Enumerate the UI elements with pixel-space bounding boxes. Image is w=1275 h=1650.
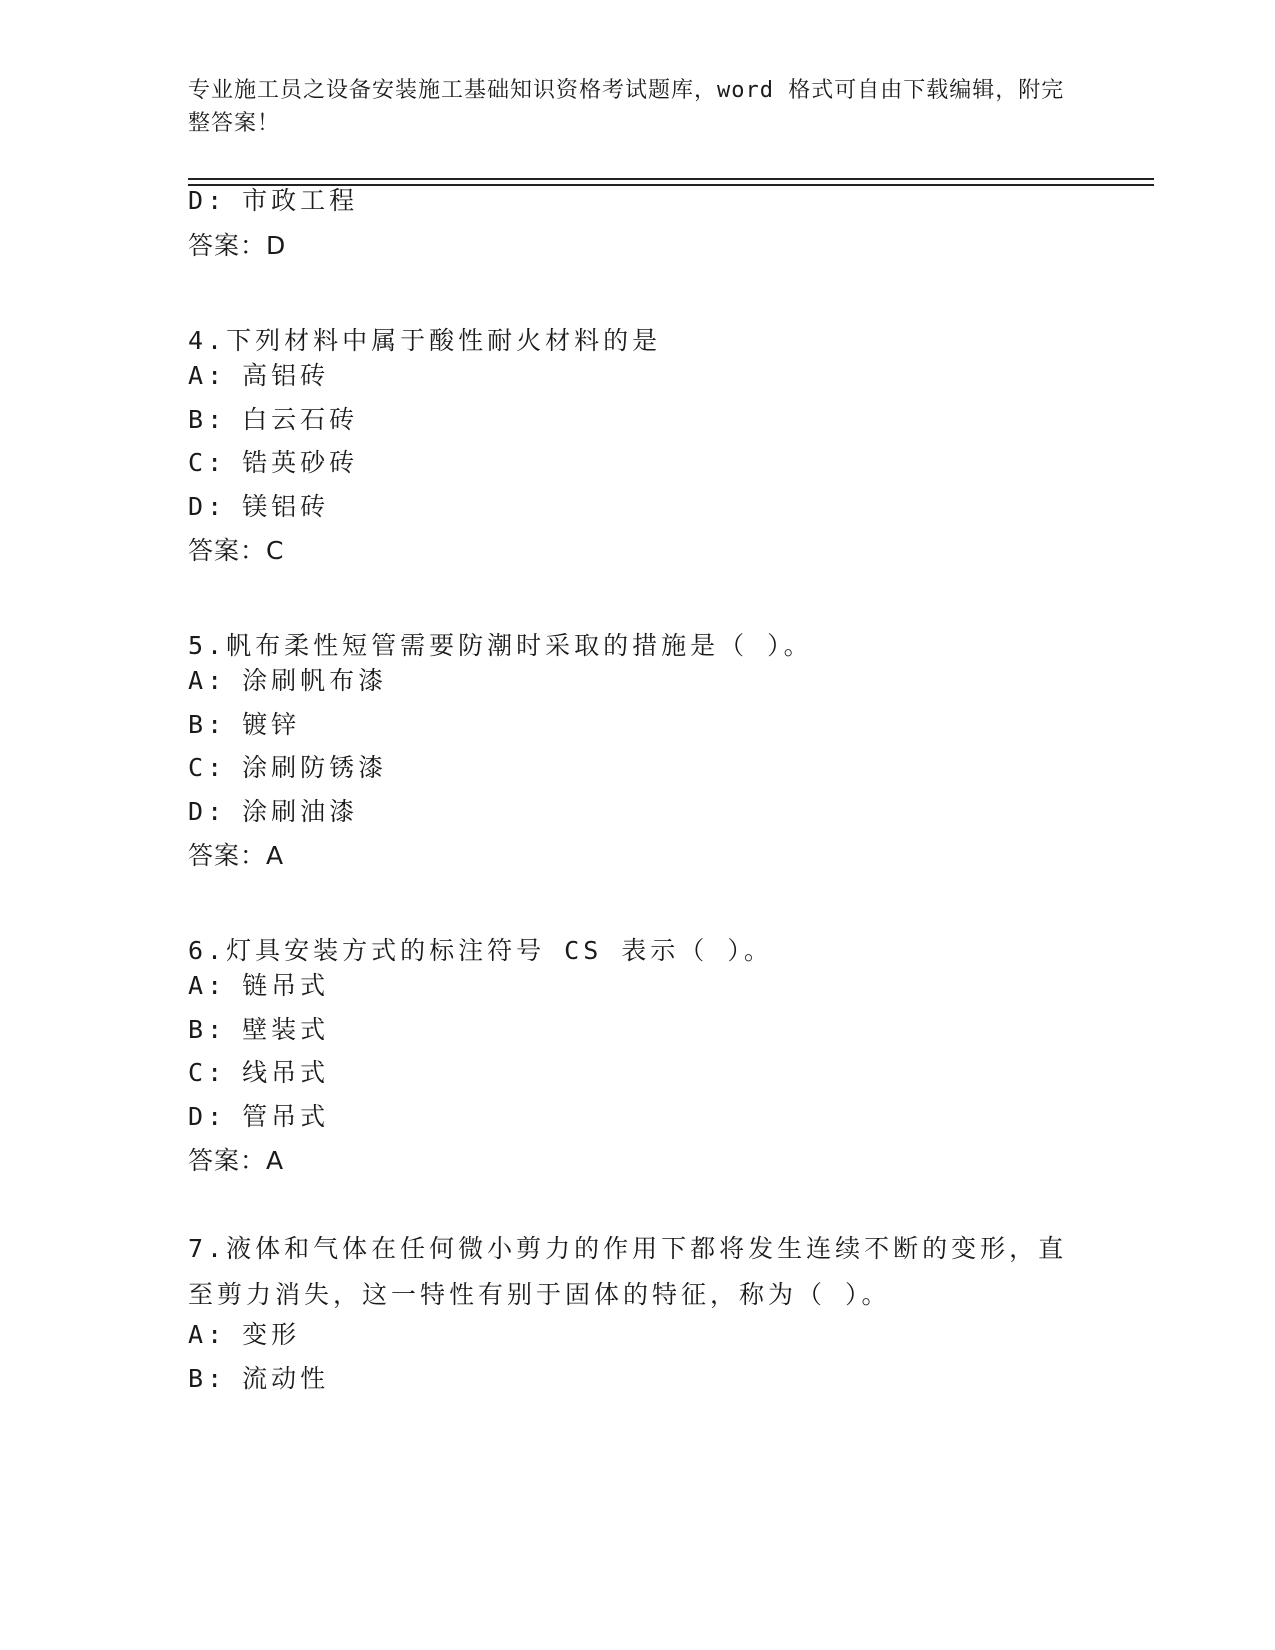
question-text: 5.帆布柔性短管需要防潮时采取的措施是（ ）。 xyxy=(188,631,813,660)
option-text: 镁铝砖 xyxy=(242,492,330,521)
option-letter: B xyxy=(188,1364,208,1393)
option-separator: : xyxy=(207,1015,227,1044)
option-b xyxy=(188,403,358,437)
option-separator: : xyxy=(207,971,227,1000)
option-text: 镀锌 xyxy=(242,710,301,739)
option-d xyxy=(188,184,358,218)
option-d xyxy=(188,795,358,829)
option-text: 链吊式 xyxy=(242,971,330,1000)
option-letter: B xyxy=(188,405,208,434)
option-separator: : xyxy=(207,492,227,521)
option-letter: A xyxy=(188,971,208,1000)
option-d xyxy=(188,1100,329,1134)
option-text: 管吊式 xyxy=(242,1102,330,1131)
option-separator: : xyxy=(207,753,227,782)
option-letter: B xyxy=(188,1015,208,1044)
option-separator: : xyxy=(207,1320,227,1349)
option-separator: : xyxy=(207,405,227,434)
option-letter: A xyxy=(188,666,208,695)
option-separator: : xyxy=(207,797,227,826)
answer-line: 答案：A xyxy=(188,841,285,870)
option-text: 涂刷帆布漆 xyxy=(242,666,388,695)
question-text: 6.灯具安装方式的标注符号 CS 表示（ ）。 xyxy=(188,936,773,965)
option-a xyxy=(188,359,329,393)
option-a xyxy=(188,969,329,1003)
option-separator: : xyxy=(207,448,227,477)
option-b xyxy=(188,708,300,742)
option-b xyxy=(188,1362,329,1396)
answer-line: 答案：A xyxy=(188,1146,285,1175)
option-letter: A xyxy=(188,361,208,390)
option-letter: C xyxy=(188,448,208,477)
option-d xyxy=(188,490,329,524)
option-letter: C xyxy=(188,1058,208,1087)
option-letter: D xyxy=(188,1102,208,1131)
option-letter: D xyxy=(188,492,208,521)
option-separator: : xyxy=(207,666,227,695)
answer-line: 答案：D xyxy=(188,231,287,260)
option-letter: B xyxy=(188,710,208,739)
option-letter: D xyxy=(188,186,208,215)
option-text: 流动性 xyxy=(242,1364,330,1393)
option-b xyxy=(188,1013,329,1047)
option-text: 涂刷防锈漆 xyxy=(242,753,388,782)
option-c xyxy=(188,751,387,785)
option-text: 白云石砖 xyxy=(242,405,359,434)
option-c xyxy=(188,1056,329,1090)
option-separator: : xyxy=(207,1102,227,1131)
answer-line: 答案：C xyxy=(188,536,285,565)
option-a xyxy=(188,664,387,698)
option-text: 变形 xyxy=(242,1320,301,1349)
option-text: 市政工程 xyxy=(242,186,359,215)
option-a xyxy=(188,1318,300,1352)
question-text: 4.下列材料中属于酸性耐火材料的是 xyxy=(188,326,662,355)
option-letter: C xyxy=(188,753,208,782)
header-rule-top xyxy=(188,178,1154,180)
option-separator: : xyxy=(207,186,227,215)
option-letter: D xyxy=(188,797,208,826)
option-text: 高铝砖 xyxy=(242,361,330,390)
option-letter: A xyxy=(188,1320,208,1349)
document-header: 专业施工员之设备安装施工基础知识资格考试题库，word 格式可自由下载编辑，附完整答案！ xyxy=(188,78,1065,136)
option-separator: : xyxy=(207,1364,227,1393)
option-text: 线吊式 xyxy=(242,1058,330,1087)
option-c xyxy=(188,446,358,480)
option-text: 壁装式 xyxy=(242,1015,330,1044)
option-separator: : xyxy=(207,1058,227,1087)
option-text: 锆英砂砖 xyxy=(242,448,359,477)
question-text: 7.液体和气体在任何微小剪力的作用下都将发生连续不断的变形，直至剪力消失，这一特性有别于固体的特征，称为（ ）。 xyxy=(188,1234,1068,1309)
option-separator: : xyxy=(207,361,227,390)
option-separator: : xyxy=(207,710,227,739)
option-text: 涂刷油漆 xyxy=(242,797,359,826)
